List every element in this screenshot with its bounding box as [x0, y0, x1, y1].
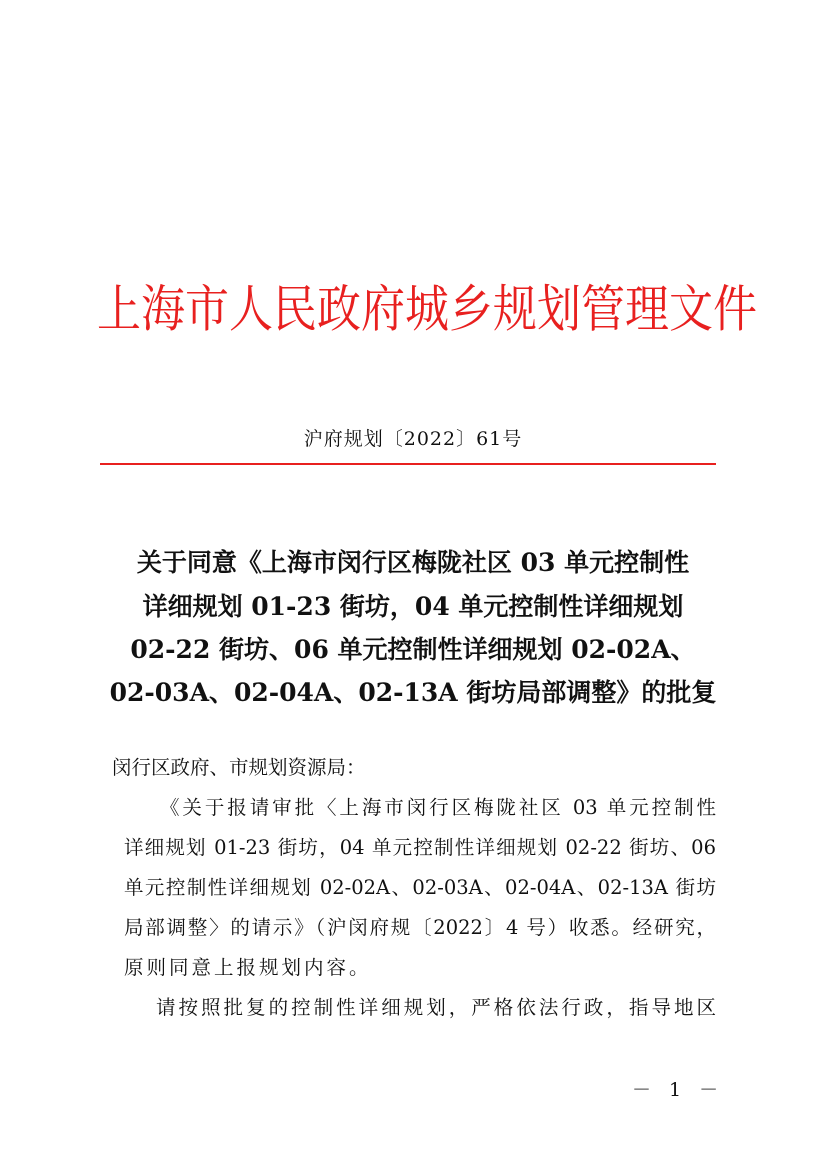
body-line: 请按照批复的控制性详细规划，严格依法行政，指导地区 — [156, 996, 716, 1019]
document-number: 沪府规划〔2022〕61号 — [303, 428, 523, 450]
title-line: 详细规划 01-23 街坊，04 单元控制性详细规划 — [142, 592, 684, 621]
body-line: 局部调整〉的请示》（沪闵府规〔2022〕4 号）收悉。经研究， — [124, 916, 716, 939]
body-line: 单元控制性详细规划 02-02A、02-03A、02-04A、02-13A 街坊 — [124, 876, 716, 899]
title-line: 02-22 街坊、06 单元控制性详细规划 02-02A、 — [130, 635, 696, 664]
title-line: 关于同意《上海市闵行区梅陇社区 03 单元控制性 — [136, 548, 690, 577]
body-line: 详细规划 01-23 街坊，04 单元控制性详细规划 02-22 街坊、06 — [124, 836, 716, 859]
page-number: － 1 － — [632, 1079, 725, 1101]
title-line: 02-03A、02-04A、02-13A 街坊局部调整》的批复 — [109, 678, 717, 707]
addressee: 闵行区政府、市规划资源局： — [112, 756, 366, 779]
red-divider — [100, 463, 716, 465]
issuer-header: 上海市人民政府城乡规划管理文件 — [97, 280, 757, 339]
body-line: 原则同意上报规划内容。 — [124, 956, 372, 979]
body-line: 《关于报请审批〈上海市闵行区梅陇社区 03 单元控制性 — [160, 796, 716, 819]
